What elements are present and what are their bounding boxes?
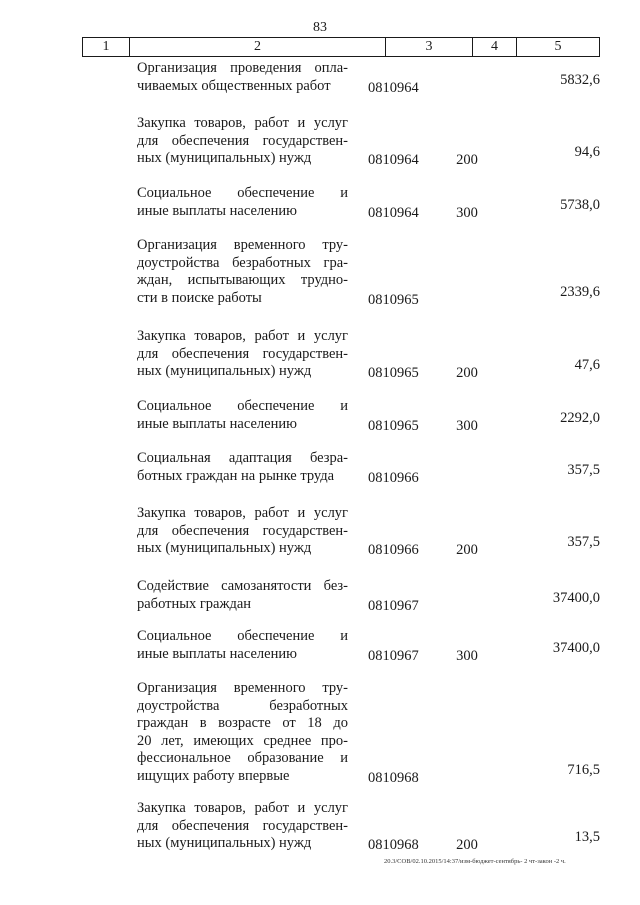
column-header-5: 5: [517, 38, 600, 57]
description-line: ных (муниципальных) нужд: [137, 150, 312, 166]
description-line: Закупка товаров, работ и услуг: [137, 505, 348, 521]
description-line: Социальное обеспечение и: [137, 628, 348, 644]
row-code: 0810965: [368, 417, 419, 434]
row-amount: 5832,6: [560, 71, 600, 88]
description-line: 20 лет, имеющих среднее про-: [137, 732, 348, 749]
document-footer: 20.3/СОВ/02.10.2015/14:37/изм-бюджет-сентябрь- 2 чт-закон -2 ч.: [384, 858, 566, 865]
page-number: 83: [313, 20, 327, 35]
description-line: доустройства безработных: [137, 697, 348, 714]
description-line: Социальное обеспечение и: [137, 185, 348, 201]
row-amount: 357,5: [567, 534, 600, 550]
description-line: Закупка товаров, работ и услуг: [137, 115, 348, 131]
column-header-1: 1: [83, 38, 130, 57]
description-line: для обеспечения государствен-: [137, 817, 348, 834]
description-line: Закупка товаров, работ и услуг: [137, 328, 348, 344]
row-code: 0810967: [368, 647, 419, 664]
row-expense-type: 200: [456, 837, 478, 853]
row-expense-type: 300: [456, 204, 478, 221]
row-code: 0810967: [368, 597, 419, 614]
description-line: фессиональное образование и: [137, 750, 348, 766]
row-description: [137, 578, 348, 613]
row-code: 0810965: [368, 291, 419, 308]
description-line: граждан в возрасте от 18 до: [137, 715, 348, 731]
row-amount: 13,5: [574, 829, 600, 845]
description-line: иные выплаты населению: [137, 202, 297, 219]
row-code: 0810968: [368, 769, 419, 786]
row-amount: 94,6: [574, 144, 600, 160]
row-code: 0810964: [368, 204, 419, 221]
row-code: 0810966: [368, 469, 419, 486]
description-line: иные выплаты населению: [137, 645, 297, 662]
description-line: Организация временного тру-: [137, 237, 348, 253]
row-description: [137, 328, 348, 381]
description-line: сти в поиске работы: [137, 289, 262, 306]
row-amount: 716,5: [567, 761, 600, 778]
description-line: ных (муниципальных) нужд: [137, 363, 312, 379]
description-line: ботных граждан на рынке труда: [137, 467, 335, 484]
row-code: 0810966: [368, 542, 419, 558]
description-line: ных (муниципальных) нужд: [137, 540, 312, 556]
description-line: для обеспечения государствен-: [137, 522, 348, 539]
description-line: ных (муниципальных) нужд: [137, 835, 312, 851]
column-header-row: [82, 37, 600, 57]
row-expense-type: 200: [456, 152, 478, 168]
description-line: для обеспечения государствен-: [137, 345, 348, 362]
row-code: 0810964: [368, 79, 419, 96]
row-amount: 5738,0: [560, 196, 600, 213]
description-line: иные выплаты населению: [137, 415, 297, 432]
description-line: Организация временного тру-: [137, 680, 348, 696]
description-line: Социальная адаптация безра-: [137, 450, 348, 466]
row-description: [137, 800, 348, 853]
column-header-3: 3: [386, 38, 473, 57]
row-amount: 37400,0: [552, 639, 600, 656]
row-description: [137, 628, 348, 663]
description-line: доустройства безработных гра-: [137, 254, 348, 271]
row-description: [137, 115, 348, 168]
column-header-2: 2: [130, 38, 386, 57]
description-line: Содействие самозанятости без-: [137, 578, 348, 594]
row-code: 0810968: [368, 837, 419, 853]
row-amount: 2292,0: [560, 409, 600, 426]
description-line: ищущих работу впервые: [137, 767, 290, 784]
column-header-4: 4: [473, 38, 517, 57]
row-amount: 37400,0: [552, 589, 600, 606]
row-code: 0810965: [368, 365, 419, 381]
description-line: работных граждан: [137, 595, 252, 612]
row-expense-type: 200: [456, 365, 478, 381]
description-line: Социальное обеспечение и: [137, 398, 348, 414]
description-line: Закупка товаров, работ и услуг: [137, 800, 348, 816]
row-amount: 357,5: [567, 461, 600, 478]
row-amount: 47,6: [574, 357, 600, 373]
row-expense-type: 300: [456, 417, 478, 434]
row-expense-type: 300: [456, 647, 478, 664]
row-description: [137, 185, 348, 220]
row-description: [137, 450, 348, 485]
description-line: чиваемых общественных работ: [137, 77, 331, 94]
row-description: [137, 60, 348, 95]
description-line: Организация проведения опла-: [137, 60, 348, 76]
description-line: ждан, испытывающих трудно-: [137, 272, 348, 288]
row-description: [137, 237, 348, 307]
row-description: [137, 398, 348, 433]
row-amount: 2339,6: [560, 283, 600, 300]
row-description: [137, 505, 348, 558]
row-description: [137, 680, 348, 785]
description-line: для обеспечения государствен-: [137, 132, 348, 149]
row-code: 0810964: [368, 152, 419, 168]
row-expense-type: 200: [456, 542, 478, 558]
